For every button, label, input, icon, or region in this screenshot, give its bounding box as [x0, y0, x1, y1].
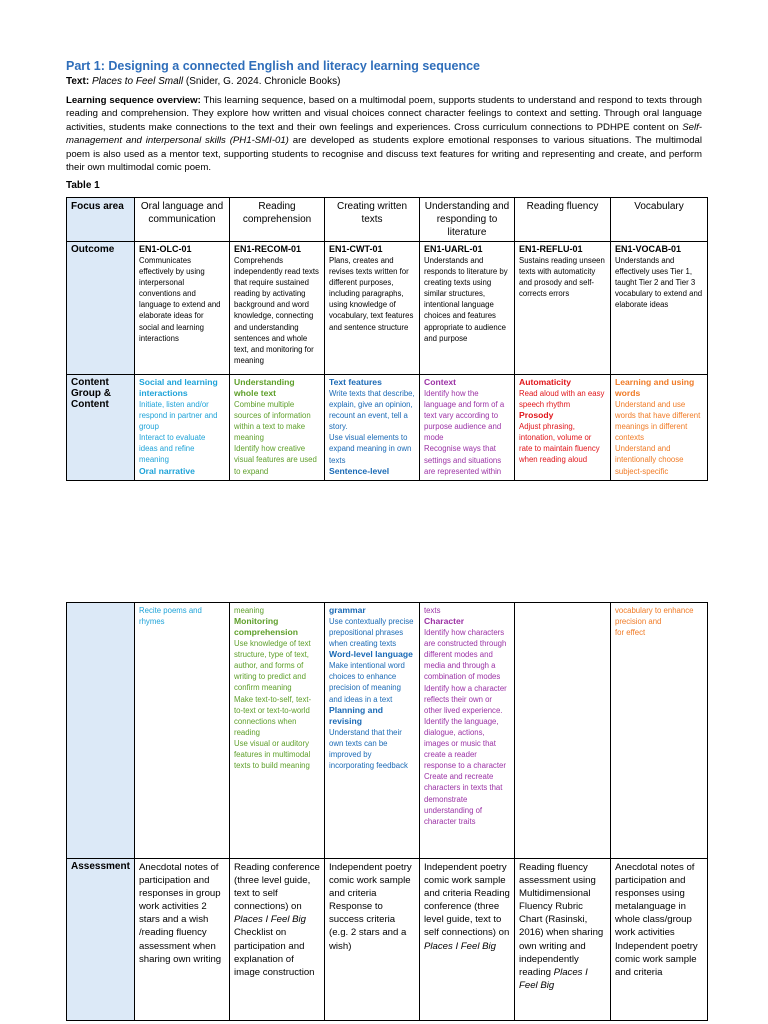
assessment-cell-oral: Anecdotal notes of participation and responses in group work activities 2 stars and a wish /reading fluency assessment when sharing own writing	[135, 859, 230, 1021]
outcome-code: EN1-OLC-01	[139, 244, 192, 254]
content-point: Interact to evaluate ideas and refine meaning	[139, 433, 206, 465]
content-cell-literature	[420, 375, 515, 481]
outcome-cell-creating	[325, 242, 420, 375]
assessment-text: Reading fluency assessment using Multidimensional Fluency Rubric Chart (Rasinski, 2016) when sharing own writing and independently reading	[519, 862, 604, 978]
outcome-cell-oral	[135, 242, 230, 375]
content-point: Identify how characters are constructed through different modes and media and through a combination of modes	[424, 628, 507, 682]
learning-sequence-overview	[66, 94, 702, 174]
content-point: Make text-to-self, text-to-text or text-to-world connections when reading	[234, 694, 312, 737]
assessment-cell-creating: Independent poetry comic work sample and criteria Response to success criteria (e.g. 2 stars and a wish)	[325, 859, 420, 1021]
content-group-title: Sentence-level	[329, 465, 390, 476]
content-cell-reading	[230, 375, 325, 481]
outcome-description: Plans, creates and revises texts written for different purposes, including paragraphs, using knowledge of vocabulary, text features and sentence structure	[329, 256, 414, 332]
assessment-book-title: Places I Feel Big	[519, 966, 588, 991]
outcome-cell-vocabulary	[611, 242, 708, 375]
text-reference	[66, 76, 340, 87]
outcome-cell-literature	[420, 242, 515, 375]
content-point: vocabulary to enhance precision and	[615, 606, 694, 627]
outcome-cell-reading	[230, 242, 325, 375]
table-1-part-2	[66, 602, 708, 1021]
content-cell-oral	[135, 603, 230, 859]
outcome-cell-fluency	[515, 242, 611, 375]
content-cell-fluency	[515, 603, 611, 859]
content-point: Identify the language, dialogue, actions, images or music that create a reader response to a character	[424, 716, 506, 771]
header-creating-written-texts: Creating written texts	[325, 198, 420, 242]
content-point: Recognise ways that settings and situations are represented within	[424, 444, 502, 476]
outcome-code: EN1-REFLU-01	[519, 244, 583, 254]
content-point: Use visual elements to expand meaning in own texts	[329, 433, 412, 465]
content-group-title: Monitoring comprehension	[234, 616, 298, 638]
assessment-book-title: Places I Feel Big	[234, 914, 306, 926]
text-title: Places to Feel Small	[91, 76, 184, 87]
content-cell-reading	[230, 603, 325, 859]
content-cell-vocabulary	[611, 375, 708, 481]
text-citation: (Snider, G. 2024. Chronicle Books)	[183, 76, 341, 87]
content-point: Identify how the language and form of a text vary according to purpose audience and mode	[424, 389, 505, 443]
outcome-label: Outcome	[67, 242, 135, 375]
overview-label: Learning sequence overview:	[66, 95, 201, 106]
content-point: Identify how a character reflects their own or other lived experience.	[424, 683, 507, 715]
content-point: Identify how creative visual features are used to expand	[234, 444, 317, 476]
content-cell-literature	[420, 603, 515, 859]
outcome-code: EN1-UARL-01	[424, 244, 483, 254]
assessment-label: Assessment	[67, 859, 135, 1021]
outcome-row	[67, 242, 708, 375]
content-cell-oral	[135, 375, 230, 481]
header-row	[67, 198, 708, 242]
assessment-text: Checklist on participation and explanation of image construction	[234, 927, 315, 978]
assessment-cell-vocabulary: Anecdotal notes of participation and responses using metalanguage in whole class/group work activities Independent poetry comic work sample and criteria	[611, 859, 708, 1021]
content-point: for effect	[615, 628, 646, 638]
header-reading-fluency: Reading fluency	[515, 198, 611, 242]
outcome-description: Communicates effectively by using interpersonal conventions and language to extend and elaborate ideas for social and learning interactions	[139, 256, 221, 343]
outcome-code: EN1-RECOM-01	[234, 244, 302, 254]
content-cell-vocabulary	[611, 603, 708, 859]
outcome-description: Understands and effectively uses Tier 1, taught Tier 2 and Tier 3 vocabulary to extend and elaborate ideas	[615, 256, 703, 310]
content-point: Initiate, listen and/or respond in partner and group	[139, 400, 218, 432]
assessment-cell-reading	[230, 859, 325, 1021]
content-group-title: Understanding whole text	[234, 377, 295, 398]
content-group-title: Automaticity	[519, 377, 572, 387]
content-label-continued	[67, 603, 135, 859]
outcome-description: Understands and responds to literature by creating texts using similar structures, intentional language choices and features appropriate to audience and purpose	[424, 256, 508, 343]
outcome-description: Comprehends independently read texts that require sustained reading by activating background and word knowledge, connecting and understanding sentences and whole text, and monitoring for meaning	[234, 256, 319, 365]
content-point: Use knowledge of text structure, type of text, author, and forms of writing to predict and confirm meaning	[234, 639, 311, 693]
overview-italic: Self-management and interpersonal skills (PH1-SMI-01)	[66, 121, 702, 147]
content-group-title: Context	[424, 377, 456, 387]
assessment-book-title: Places I Feel Big	[424, 940, 496, 952]
content-cell-fluency	[515, 375, 611, 481]
content-group-title: Character	[424, 616, 465, 627]
content-point: Adjust phrasing, intonation, volume or rate to maintain fluency when reading aloud	[519, 422, 600, 465]
assessment-cell-fluency	[515, 859, 611, 1021]
content-row-continued	[67, 603, 708, 859]
content-point: Read aloud with an easy speech rhythm	[519, 389, 605, 410]
content-point: Create and recreate characters in texts that demonstrate understanding of character traits	[424, 772, 503, 826]
outcome-code: EN1-CWT-01	[329, 244, 383, 254]
content-cell-creating	[325, 603, 420, 859]
content-point: Combine multiple sources of information within a text to make meaning	[234, 400, 311, 443]
table-label: Table 1	[66, 180, 100, 191]
content-point: Use visual or auditory features in multimodal texts to build meaning	[234, 738, 311, 771]
outcome-description: Sustains reading unseen texts with automaticity and prosody and self-corrects errors	[519, 256, 605, 299]
header-vocabulary: Vocabulary	[611, 198, 708, 242]
content-point: texts	[424, 606, 441, 615]
content-point: Recite poems and rhymes	[139, 606, 202, 627]
header-understanding-literature: Understanding and responding to literature	[420, 198, 515, 242]
assessment-row	[67, 859, 708, 1021]
header-reading-comprehension: Reading comprehension	[230, 198, 325, 242]
content-point: Write texts that describe, explain, give an opinion, recount an event, tell a story.	[329, 389, 415, 432]
content-point: Understand that their own texts can be improved by incorporating feedback	[329, 727, 408, 770]
content-group-title: Text features	[329, 377, 382, 387]
content-group-title: Prosody	[519, 410, 554, 421]
outcome-code: EN1-VOCAB-01	[615, 244, 682, 254]
content-group-title: Learning and using words	[615, 377, 695, 398]
assessment-cell-literature	[420, 859, 515, 1021]
content-group-title: Social and learning interactions	[139, 377, 218, 398]
assessment-text: Independent poetry comic work sample and criteria Reading conference (three level guide, text to self connections) on	[424, 862, 510, 939]
table-1-part-1	[66, 197, 708, 481]
overview-text-1: This learning sequence, based on a multimodal poem, supports students to understand and respond to texts through reading and comprehension. They explore how written and visual choices connect character feelings to context and setting. Through oral language activities, students make connections to the text and their own feelings and experiences. Cross curriculum connections to PDHPE content on	[66, 95, 703, 133]
overview-text-2: are developed as students explore emotional responses to various situations. The multimodal poem is also used as a mentor text, supporting students to recognise and discuss text features for writing and representing and create, and perform their own multimodal comic poem.	[66, 135, 702, 174]
content-group-title: grammar	[329, 605, 366, 615]
page-title: Part 1: Designing a connected English and literacy learning sequence	[66, 59, 481, 73]
content-point: Understand and intentionally choose subject-specific	[615, 444, 684, 476]
content-label: Content Group & Content	[67, 375, 135, 481]
content-row	[67, 375, 708, 481]
content-group-title: Planning and revising	[329, 704, 383, 726]
text-label: Text:	[66, 76, 90, 87]
content-point: meaning	[234, 606, 264, 615]
content-point: Use contextually precise prepositional phrases when creating texts	[329, 617, 414, 649]
assessment-text: Reading conference (three level guide, text to self connections) on	[234, 862, 320, 913]
content-point: Understand and use words that have different meanings in different contexts	[615, 400, 701, 443]
content-group-title: Oral narrative	[139, 465, 195, 476]
header-oral-language: Oral language and communication	[135, 198, 230, 242]
content-point: Make intentional word choices to enhance precision of meaning and ideas in a text	[329, 661, 405, 704]
content-group-title: Word-level language	[329, 649, 413, 660]
content-cell-creating	[325, 375, 420, 481]
header-focus-area: Focus area	[67, 198, 135, 242]
